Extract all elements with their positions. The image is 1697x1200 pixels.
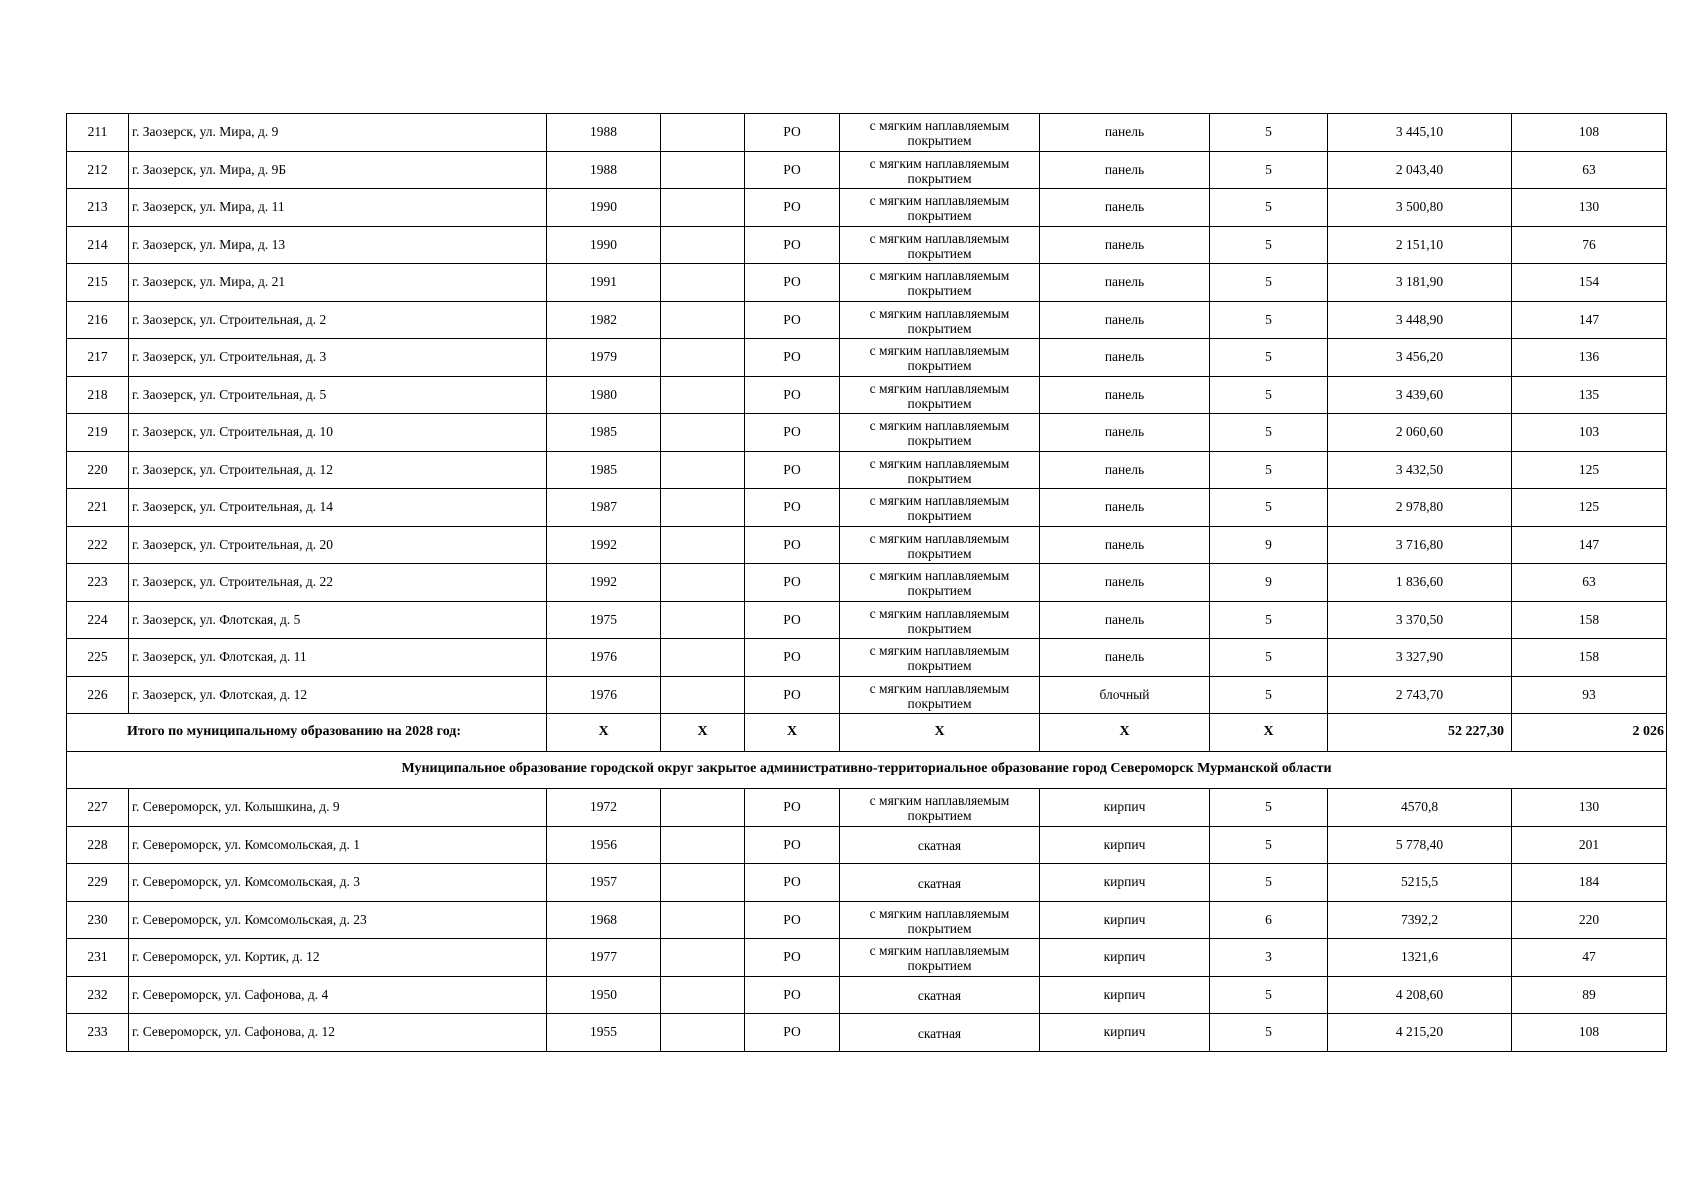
address-cell: г. Заозерск, ул. Строительная, д. 12 bbox=[129, 451, 547, 489]
table-row bbox=[67, 676, 1667, 714]
ro-cell: РО bbox=[745, 114, 840, 152]
ro-cell: РО bbox=[745, 826, 840, 864]
area-cell: 3 370,50 bbox=[1328, 601, 1512, 639]
empty-cell bbox=[661, 564, 745, 602]
table-row bbox=[67, 789, 1667, 827]
row-number: 224 bbox=[67, 601, 129, 639]
empty-cell bbox=[661, 264, 745, 302]
ro-cell: РО bbox=[745, 489, 840, 527]
address-cell: г. Заозерск, ул. Строительная, д. 20 bbox=[129, 526, 547, 564]
area-cell: 3 445,10 bbox=[1328, 114, 1512, 152]
roof-type-cell: скатная bbox=[840, 1014, 1040, 1052]
address-cell: г. Заозерск, ул. Строительная, д. 10 bbox=[129, 414, 547, 452]
empty-cell bbox=[661, 864, 745, 902]
year-cell: 1990 bbox=[547, 189, 661, 227]
total-x-mark: X bbox=[1040, 714, 1210, 752]
roof-type-cell: с мягким наплавляемым покрытием bbox=[840, 489, 1040, 527]
empty-cell bbox=[661, 114, 745, 152]
wall-material-cell: панель bbox=[1040, 189, 1210, 227]
year-cell: 1980 bbox=[547, 376, 661, 414]
floors-cell: 5 bbox=[1210, 301, 1328, 339]
row-number: 229 bbox=[67, 864, 129, 902]
address-cell: г. Заозерск, ул. Флотская, д. 12 bbox=[129, 676, 547, 714]
residents-cell: 135 bbox=[1512, 376, 1667, 414]
table-row bbox=[67, 601, 1667, 639]
empty-cell bbox=[661, 639, 745, 677]
address-cell: г. Заозерск, ул. Строительная, д. 2 bbox=[129, 301, 547, 339]
area-cell: 1 836,60 bbox=[1328, 564, 1512, 602]
row-number: 219 bbox=[67, 414, 129, 452]
year-cell: 1976 bbox=[547, 639, 661, 677]
row-number: 226 bbox=[67, 676, 129, 714]
address-cell: г. Североморск, ул. Сафонова, д. 12 bbox=[129, 1014, 547, 1052]
floors-cell: 5 bbox=[1210, 601, 1328, 639]
roof-type-cell: с мягким наплавляемым покрытием bbox=[840, 639, 1040, 677]
total-residents: 2 026 bbox=[1512, 714, 1667, 752]
year-cell: 1988 bbox=[547, 151, 661, 189]
residents-cell: 93 bbox=[1512, 676, 1667, 714]
roof-type-cell: с мягким наплавляемым покрытием bbox=[840, 939, 1040, 977]
total-x-mark: X bbox=[1210, 714, 1328, 752]
roof-type-cell: с мягким наплавляемым покрытием bbox=[840, 451, 1040, 489]
wall-material-cell: панель bbox=[1040, 339, 1210, 377]
area-cell: 2 978,80 bbox=[1328, 489, 1512, 527]
area-cell: 3 456,20 bbox=[1328, 339, 1512, 377]
table-row bbox=[67, 114, 1667, 152]
wall-material-cell: панель bbox=[1040, 376, 1210, 414]
area-cell: 2 743,70 bbox=[1328, 676, 1512, 714]
wall-material-cell: панель bbox=[1040, 114, 1210, 152]
area-cell: 5215,5 bbox=[1328, 864, 1512, 902]
floors-cell: 5 bbox=[1210, 639, 1328, 677]
floors-cell: 5 bbox=[1210, 226, 1328, 264]
year-cell: 1950 bbox=[547, 976, 661, 1014]
ro-cell: РО bbox=[745, 339, 840, 377]
roof-type-cell: скатная bbox=[840, 864, 1040, 902]
address-cell: г. Заозерск, ул. Строительная, д. 14 bbox=[129, 489, 547, 527]
wall-material-cell: панель bbox=[1040, 564, 1210, 602]
table-row bbox=[67, 451, 1667, 489]
year-cell: 1982 bbox=[547, 301, 661, 339]
roof-type-cell: с мягким наплавляемым покрытием bbox=[840, 789, 1040, 827]
area-cell: 4570,8 bbox=[1328, 789, 1512, 827]
roof-type-cell: с мягким наплавляемым покрытием bbox=[840, 114, 1040, 152]
floors-cell: 5 bbox=[1210, 376, 1328, 414]
total-body bbox=[67, 714, 1667, 789]
year-cell: 1976 bbox=[547, 676, 661, 714]
year-cell: 1985 bbox=[547, 451, 661, 489]
roof-type-cell: с мягким наплавляемым покрытием bbox=[840, 601, 1040, 639]
address-cell: г. Североморск, ул. Кортик, д. 12 bbox=[129, 939, 547, 977]
residents-cell: 220 bbox=[1512, 901, 1667, 939]
year-cell: 1972 bbox=[547, 789, 661, 827]
table-row bbox=[67, 564, 1667, 602]
area-cell: 3 448,90 bbox=[1328, 301, 1512, 339]
table-row bbox=[67, 151, 1667, 189]
residents-cell: 147 bbox=[1512, 301, 1667, 339]
roof-type-cell: с мягким наплавляемым покрытием bbox=[840, 564, 1040, 602]
wall-material-cell: панель bbox=[1040, 639, 1210, 677]
floors-cell: 3 bbox=[1210, 939, 1328, 977]
row-number: 223 bbox=[67, 564, 129, 602]
area-cell: 5 778,40 bbox=[1328, 826, 1512, 864]
residents-cell: 89 bbox=[1512, 976, 1667, 1014]
floors-cell: 9 bbox=[1210, 564, 1328, 602]
total-x-mark: X bbox=[661, 714, 745, 752]
year-cell: 1990 bbox=[547, 226, 661, 264]
residents-cell: 201 bbox=[1512, 826, 1667, 864]
ro-cell: РО bbox=[745, 976, 840, 1014]
area-cell: 4 208,60 bbox=[1328, 976, 1512, 1014]
wall-material-cell: кирпич bbox=[1040, 901, 1210, 939]
empty-cell bbox=[661, 901, 745, 939]
residents-cell: 76 bbox=[1512, 226, 1667, 264]
row-number: 232 bbox=[67, 976, 129, 1014]
table-row bbox=[67, 939, 1667, 977]
floors-cell: 5 bbox=[1210, 1014, 1328, 1052]
wall-material-cell: панель bbox=[1040, 526, 1210, 564]
roof-type-cell: с мягким наплавляемым покрытием bbox=[840, 339, 1040, 377]
ro-cell: РО bbox=[745, 451, 840, 489]
row-number: 227 bbox=[67, 789, 129, 827]
area-cell: 2 043,40 bbox=[1328, 151, 1512, 189]
empty-cell bbox=[661, 976, 745, 1014]
table-row bbox=[67, 489, 1667, 527]
area-cell: 3 181,90 bbox=[1328, 264, 1512, 302]
row-number: 214 bbox=[67, 226, 129, 264]
floors-cell: 5 bbox=[1210, 864, 1328, 902]
address-cell: г. Североморск, ул. Комсомольская, д. 23 bbox=[129, 901, 547, 939]
roof-type-cell: с мягким наплавляемым покрытием bbox=[840, 901, 1040, 939]
total-row bbox=[67, 714, 1667, 752]
address-cell: г. Заозерск, ул. Мира, д. 11 bbox=[129, 189, 547, 227]
ro-cell: РО bbox=[745, 414, 840, 452]
address-cell: г. Заозерск, ул. Строительная, д. 3 bbox=[129, 339, 547, 377]
residents-cell: 125 bbox=[1512, 489, 1667, 527]
roof-type-cell: с мягким наплавляемым покрытием bbox=[840, 264, 1040, 302]
empty-cell bbox=[661, 1014, 745, 1052]
ro-cell: РО bbox=[745, 376, 840, 414]
table-row bbox=[67, 264, 1667, 302]
table-row bbox=[67, 639, 1667, 677]
wall-material-cell: блочный bbox=[1040, 676, 1210, 714]
roof-type-cell: с мягким наплавляемым покрытием bbox=[840, 151, 1040, 189]
address-cell: г. Североморск, ул. Комсомольская, д. 1 bbox=[129, 826, 547, 864]
wall-material-cell: панель bbox=[1040, 601, 1210, 639]
area-cell: 7392,2 bbox=[1328, 901, 1512, 939]
wall-material-cell: панель bbox=[1040, 489, 1210, 527]
total-label: Итого по муниципальному образованию на 2028 год: bbox=[67, 714, 547, 752]
table-row bbox=[67, 526, 1667, 564]
wall-material-cell: панель bbox=[1040, 414, 1210, 452]
ro-cell: РО bbox=[745, 1014, 840, 1052]
residents-cell: 108 bbox=[1512, 114, 1667, 152]
area-cell: 3 716,80 bbox=[1328, 526, 1512, 564]
section-header-row bbox=[67, 751, 1667, 789]
wall-material-cell: панель bbox=[1040, 151, 1210, 189]
year-cell: 1985 bbox=[547, 414, 661, 452]
ro-cell: РО bbox=[745, 189, 840, 227]
address-cell: г. Заозерск, ул. Мира, д. 9 bbox=[129, 114, 547, 152]
wall-material-cell: кирпич bbox=[1040, 826, 1210, 864]
address-cell: г. Североморск, ул. Колышкина, д. 9 bbox=[129, 789, 547, 827]
table-row bbox=[67, 189, 1667, 227]
wall-material-cell: кирпич bbox=[1040, 1014, 1210, 1052]
wall-material-cell: панель bbox=[1040, 451, 1210, 489]
roof-type-cell: с мягким наплавляемым покрытием bbox=[840, 189, 1040, 227]
row-number: 211 bbox=[67, 114, 129, 152]
year-cell: 1992 bbox=[547, 564, 661, 602]
group1-body bbox=[67, 114, 1667, 714]
row-number: 216 bbox=[67, 301, 129, 339]
ro-cell: РО bbox=[745, 526, 840, 564]
group2-body bbox=[67, 789, 1667, 1052]
table-row bbox=[67, 226, 1667, 264]
residents-cell: 158 bbox=[1512, 639, 1667, 677]
ro-cell: РО bbox=[745, 564, 840, 602]
floors-cell: 5 bbox=[1210, 114, 1328, 152]
table-row bbox=[67, 339, 1667, 377]
table-row bbox=[67, 864, 1667, 902]
wall-material-cell: кирпич bbox=[1040, 976, 1210, 1014]
address-cell: г. Заозерск, ул. Строительная, д. 22 bbox=[129, 564, 547, 602]
year-cell: 1988 bbox=[547, 114, 661, 152]
year-cell: 1977 bbox=[547, 939, 661, 977]
row-number: 231 bbox=[67, 939, 129, 977]
wall-material-cell: кирпич bbox=[1040, 939, 1210, 977]
residents-cell: 108 bbox=[1512, 1014, 1667, 1052]
empty-cell bbox=[661, 376, 745, 414]
ro-cell: РО bbox=[745, 301, 840, 339]
table-row bbox=[67, 976, 1667, 1014]
residents-cell: 184 bbox=[1512, 864, 1667, 902]
empty-cell bbox=[661, 526, 745, 564]
empty-cell bbox=[661, 414, 745, 452]
row-number: 212 bbox=[67, 151, 129, 189]
row-number: 220 bbox=[67, 451, 129, 489]
ro-cell: РО bbox=[745, 639, 840, 677]
residents-cell: 103 bbox=[1512, 414, 1667, 452]
roof-type-cell: с мягким наплавляемым покрытием bbox=[840, 414, 1040, 452]
area-cell: 3 327,90 bbox=[1328, 639, 1512, 677]
row-number: 228 bbox=[67, 826, 129, 864]
floors-cell: 5 bbox=[1210, 789, 1328, 827]
empty-cell bbox=[661, 489, 745, 527]
wall-material-cell: панель bbox=[1040, 264, 1210, 302]
roof-type-cell: с мягким наплавляемым покрытием bbox=[840, 301, 1040, 339]
wall-material-cell: кирпич bbox=[1040, 789, 1210, 827]
address-cell: г. Заозерск, ул. Флотская, д. 5 bbox=[129, 601, 547, 639]
empty-cell bbox=[661, 301, 745, 339]
empty-cell bbox=[661, 789, 745, 827]
ro-cell: РО bbox=[745, 939, 840, 977]
ro-cell: РО bbox=[745, 901, 840, 939]
area-cell: 1321,6 bbox=[1328, 939, 1512, 977]
table-row bbox=[67, 826, 1667, 864]
roof-type-cell: скатная bbox=[840, 976, 1040, 1014]
residents-cell: 125 bbox=[1512, 451, 1667, 489]
row-number: 221 bbox=[67, 489, 129, 527]
empty-cell bbox=[661, 189, 745, 227]
residents-cell: 63 bbox=[1512, 564, 1667, 602]
wall-material-cell: панель bbox=[1040, 301, 1210, 339]
empty-cell bbox=[661, 939, 745, 977]
row-number: 213 bbox=[67, 189, 129, 227]
table-row bbox=[67, 301, 1667, 339]
total-area: 52 227,30 bbox=[1328, 714, 1512, 752]
ro-cell: РО bbox=[745, 226, 840, 264]
residents-cell: 147 bbox=[1512, 526, 1667, 564]
ro-cell: РО bbox=[745, 676, 840, 714]
residents-cell: 154 bbox=[1512, 264, 1667, 302]
floors-cell: 5 bbox=[1210, 676, 1328, 714]
floors-cell: 5 bbox=[1210, 151, 1328, 189]
row-number: 230 bbox=[67, 901, 129, 939]
total-x-mark: X bbox=[840, 714, 1040, 752]
wall-material-cell: кирпич bbox=[1040, 864, 1210, 902]
empty-cell bbox=[661, 601, 745, 639]
residents-cell: 63 bbox=[1512, 151, 1667, 189]
year-cell: 1987 bbox=[547, 489, 661, 527]
table-row bbox=[67, 1014, 1667, 1052]
row-number: 218 bbox=[67, 376, 129, 414]
year-cell: 1956 bbox=[547, 826, 661, 864]
row-number: 233 bbox=[67, 1014, 129, 1052]
area-cell: 3 439,60 bbox=[1328, 376, 1512, 414]
residents-cell: 136 bbox=[1512, 339, 1667, 377]
empty-cell bbox=[661, 826, 745, 864]
area-cell: 3 432,50 bbox=[1328, 451, 1512, 489]
ro-cell: РО bbox=[745, 864, 840, 902]
roof-type-cell: с мягким наплавляемым покрытием bbox=[840, 526, 1040, 564]
total-x-mark: X bbox=[547, 714, 661, 752]
address-cell: г. Заозерск, ул. Строительная, д. 5 bbox=[129, 376, 547, 414]
row-number: 215 bbox=[67, 264, 129, 302]
row-number: 222 bbox=[67, 526, 129, 564]
empty-cell bbox=[661, 339, 745, 377]
floors-cell: 5 bbox=[1210, 414, 1328, 452]
year-cell: 1975 bbox=[547, 601, 661, 639]
table-row bbox=[67, 901, 1667, 939]
floors-cell: 9 bbox=[1210, 526, 1328, 564]
floors-cell: 5 bbox=[1210, 264, 1328, 302]
residents-cell: 130 bbox=[1512, 189, 1667, 227]
ro-cell: РО bbox=[745, 601, 840, 639]
area-cell: 3 500,80 bbox=[1328, 189, 1512, 227]
housing-table bbox=[66, 113, 1667, 1052]
row-number: 217 bbox=[67, 339, 129, 377]
year-cell: 1992 bbox=[547, 526, 661, 564]
year-cell: 1968 bbox=[547, 901, 661, 939]
year-cell: 1955 bbox=[547, 1014, 661, 1052]
roof-type-cell: с мягким наплавляемым покрытием bbox=[840, 676, 1040, 714]
area-cell: 2 151,10 bbox=[1328, 226, 1512, 264]
total-x-mark: X bbox=[745, 714, 840, 752]
address-cell: г. Заозерск, ул. Мира, д. 21 bbox=[129, 264, 547, 302]
residents-cell: 158 bbox=[1512, 601, 1667, 639]
floors-cell: 5 bbox=[1210, 976, 1328, 1014]
wall-material-cell: панель bbox=[1040, 226, 1210, 264]
address-cell: г. Североморск, ул. Сафонова, д. 4 bbox=[129, 976, 547, 1014]
table-row bbox=[67, 414, 1667, 452]
floors-cell: 5 bbox=[1210, 189, 1328, 227]
address-cell: г. Заозерск, ул. Мира, д. 13 bbox=[129, 226, 547, 264]
year-cell: 1979 bbox=[547, 339, 661, 377]
address-cell: г. Заозерск, ул. Флотская, д. 11 bbox=[129, 639, 547, 677]
address-cell: г. Заозерск, ул. Мира, д. 9Б bbox=[129, 151, 547, 189]
floors-cell: 5 bbox=[1210, 489, 1328, 527]
floors-cell: 5 bbox=[1210, 826, 1328, 864]
roof-type-cell: с мягким наплавляемым покрытием bbox=[840, 376, 1040, 414]
ro-cell: РО bbox=[745, 264, 840, 302]
empty-cell bbox=[661, 676, 745, 714]
row-number: 225 bbox=[67, 639, 129, 677]
area-cell: 2 060,60 bbox=[1328, 414, 1512, 452]
year-cell: 1991 bbox=[547, 264, 661, 302]
empty-cell bbox=[661, 226, 745, 264]
floors-cell: 6 bbox=[1210, 901, 1328, 939]
empty-cell bbox=[661, 451, 745, 489]
section-title: Муниципальное образование городской округ закрытое административно-территориальное образование город Североморск Мурманской области bbox=[67, 751, 1667, 789]
ro-cell: РО bbox=[745, 151, 840, 189]
floors-cell: 5 bbox=[1210, 451, 1328, 489]
address-cell: г. Североморск, ул. Комсомольская, д. 3 bbox=[129, 864, 547, 902]
floors-cell: 5 bbox=[1210, 339, 1328, 377]
table-row bbox=[67, 376, 1667, 414]
roof-type-cell: с мягким наплавляемым покрытием bbox=[840, 226, 1040, 264]
empty-cell bbox=[661, 151, 745, 189]
ro-cell: РО bbox=[745, 789, 840, 827]
residents-cell: 130 bbox=[1512, 789, 1667, 827]
roof-type-cell: скатная bbox=[840, 826, 1040, 864]
residents-cell: 47 bbox=[1512, 939, 1667, 977]
year-cell: 1957 bbox=[547, 864, 661, 902]
area-cell: 4 215,20 bbox=[1328, 1014, 1512, 1052]
